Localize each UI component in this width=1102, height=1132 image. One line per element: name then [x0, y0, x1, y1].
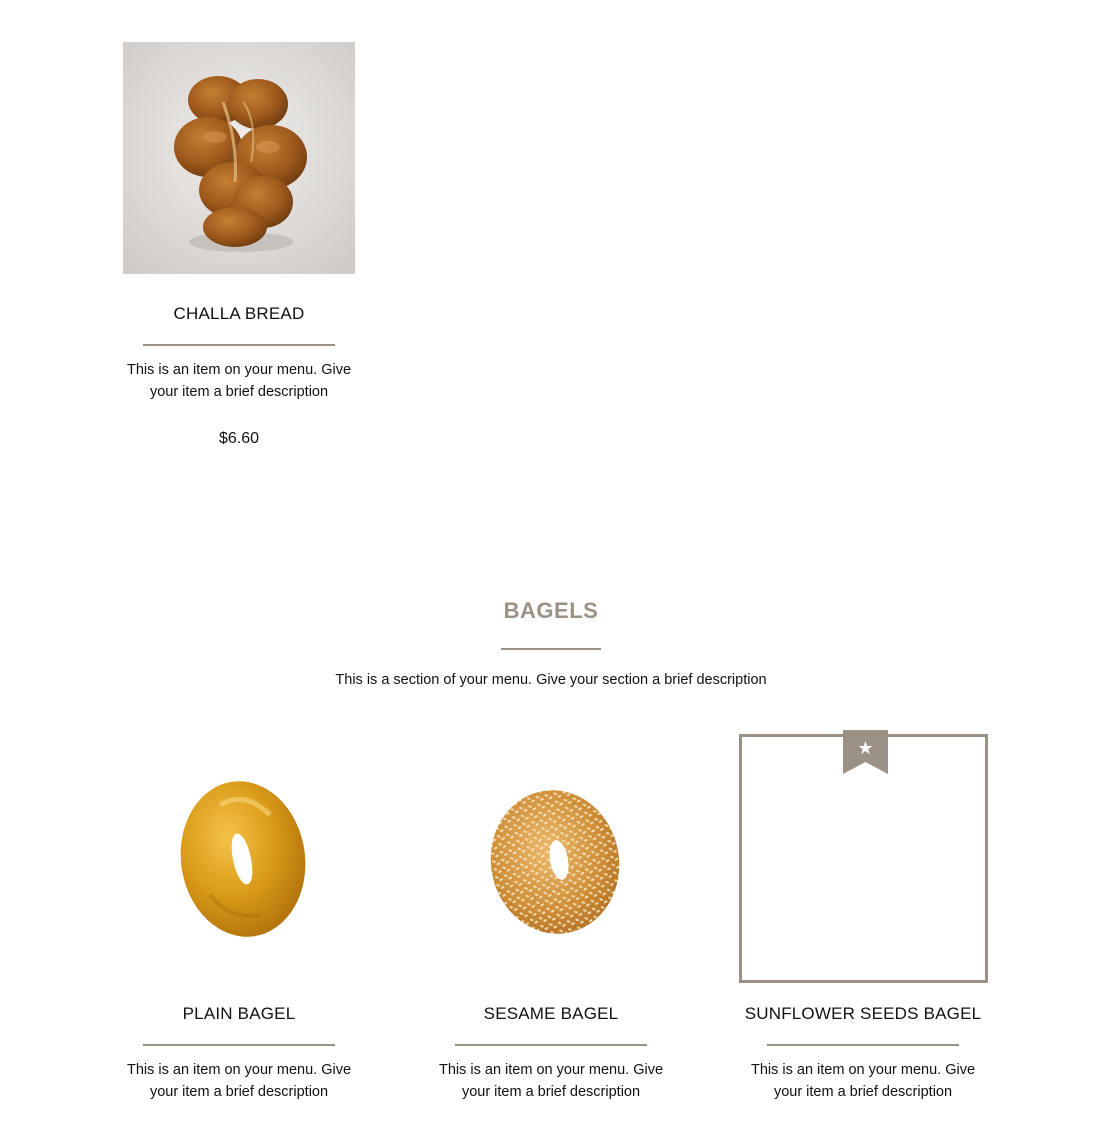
item-price: $6.60: [218, 430, 260, 447]
sesame-bagel-image: [465, 760, 645, 960]
item-description: This is an item on your menu. Give your item a brief description: [438, 1062, 664, 1100]
item-divider: [143, 1044, 335, 1046]
item-description: This is an item on your menu. Give your item a brief description: [126, 362, 352, 400]
item-name: CHALLA BREAD: [173, 304, 305, 323]
plain-bagel-photo[interactable]: [150, 745, 330, 975]
item-divider: [455, 1044, 647, 1046]
section-title: BAGELS: [503, 598, 599, 623]
item-name: PLAIN BAGEL: [182, 1004, 296, 1023]
section-divider: [501, 648, 601, 650]
sesame-bagel-photo[interactable]: [465, 760, 645, 960]
item-description: This is an item on your menu. Give your item a brief description: [126, 1062, 352, 1100]
item-description: This is an item on your menu. Give your item a brief description: [750, 1062, 976, 1100]
section-description: This is a section of your menu. Give your section a brief description: [335, 672, 767, 688]
svg-text:★: ★: [857, 738, 874, 759]
challah-bread-image: [123, 42, 355, 274]
challah-bread-photo[interactable]: [123, 42, 355, 274]
item-name: SUNFLOWER SEEDS BAGEL: [744, 1004, 982, 1023]
item-divider: [143, 344, 335, 346]
item-name: SESAME BAGEL: [483, 1004, 619, 1023]
star-bookmark-icon: [843, 730, 888, 774]
item-divider: [767, 1044, 959, 1046]
plain-bagel-image: [150, 745, 330, 975]
